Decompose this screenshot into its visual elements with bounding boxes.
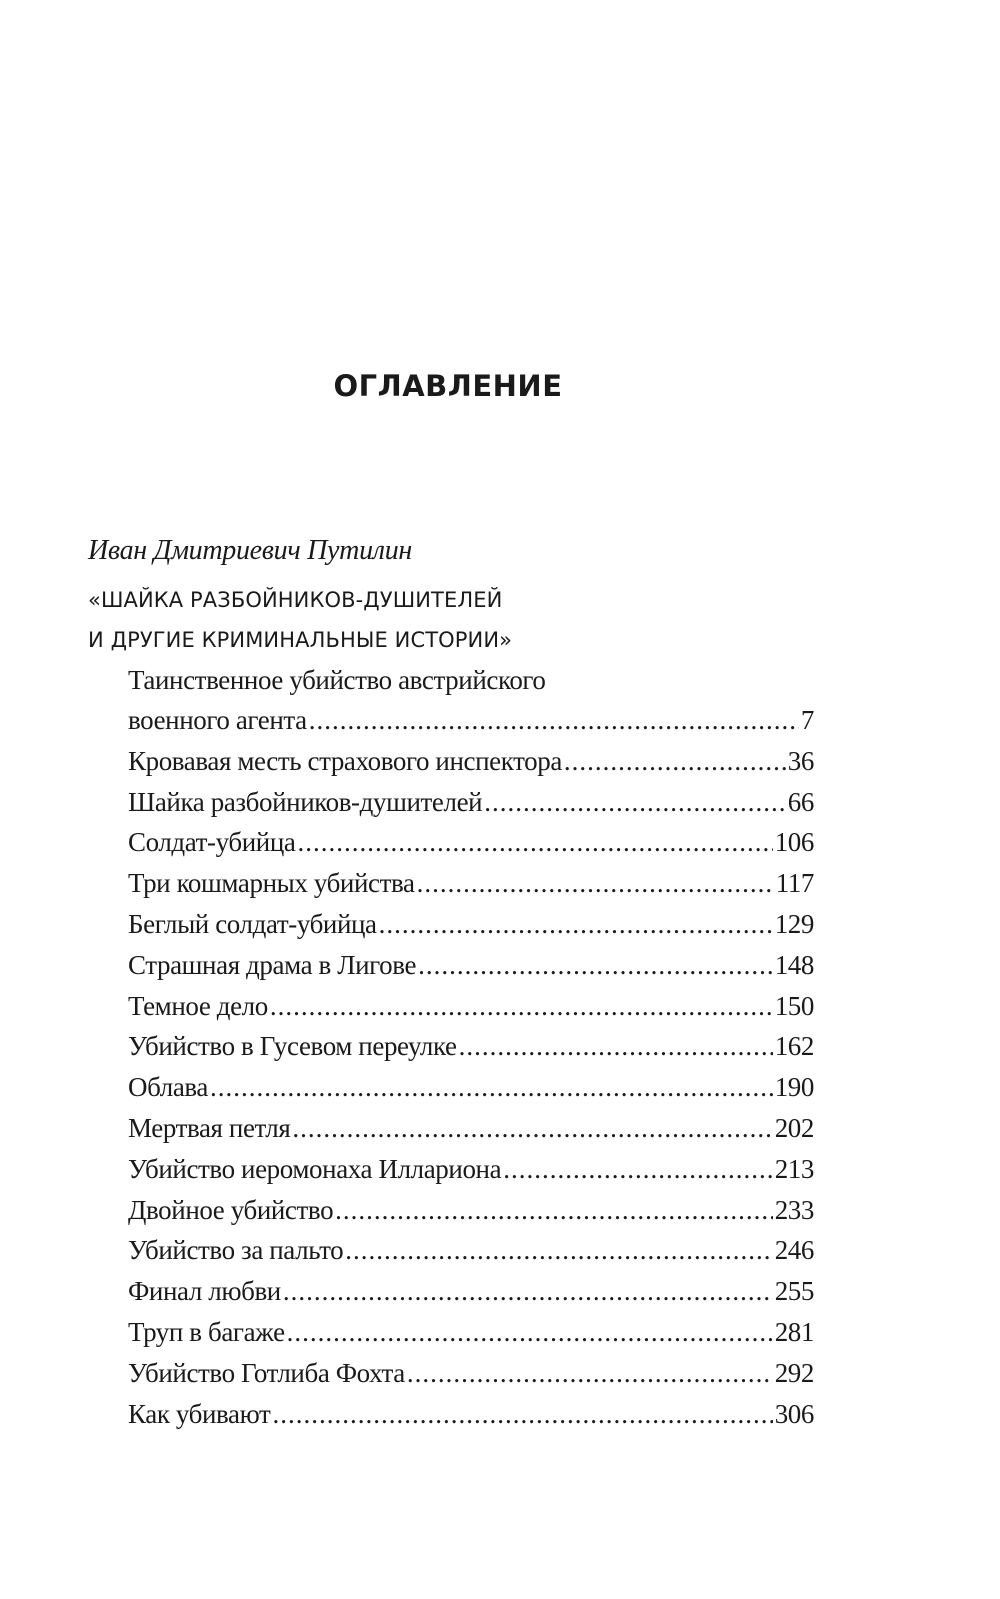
toc-entry-page: 117 — [775, 868, 814, 899]
dot-leader — [270, 986, 773, 1027]
toc-entry[interactable] — [128, 1108, 814, 1149]
toc-entry[interactable] — [128, 782, 814, 823]
toc-entry[interactable] — [128, 1312, 814, 1353]
dot-leader — [459, 1026, 773, 1067]
toc-entry-page: 162 — [774, 1031, 814, 1062]
toc-entry-title: Убийство иеромонаха Иллариона — [128, 1153, 502, 1184]
toc-entry-title: Убийство за пальто — [128, 1235, 344, 1266]
toc-entry-page: 36 — [787, 745, 814, 776]
toc-entry[interactable] — [128, 822, 814, 863]
dot-leader — [417, 863, 774, 904]
toc-entry-page: 7 — [800, 705, 814, 735]
toc-entry[interactable] — [128, 1271, 814, 1312]
toc-entry-page: 150 — [774, 990, 814, 1021]
dot-leader — [287, 1312, 773, 1353]
dot-leader — [345, 1230, 772, 1271]
dot-leader — [407, 1353, 773, 1394]
toc-entry-title: Финал любви — [128, 1276, 281, 1307]
toc-entry-title: Убийство Готлиба Фохта — [128, 1357, 405, 1388]
toc-entry-page: 306 — [774, 1398, 814, 1429]
toc-entry[interactable] — [128, 1394, 814, 1435]
toc-entry[interactable] — [128, 1067, 814, 1108]
toc-entry-title: Темное дело — [128, 990, 268, 1021]
dot-leader — [379, 904, 773, 945]
toc-entry-page: 106 — [774, 827, 814, 858]
toc-entry[interactable] — [128, 1190, 814, 1231]
toc-entry-title: Солдат-убийца — [128, 827, 296, 858]
toc-entry-title-line-1: Таинственное убийство австрийского — [128, 665, 546, 695]
toc-entry-page: 129 — [774, 908, 814, 939]
toc-entry[interactable] — [128, 986, 814, 1027]
toc-entry-page: 292 — [774, 1357, 814, 1388]
toc-entry-title: Кровавая месть страхового инспектора — [128, 745, 562, 776]
toc-entry-title: Двойное убийство — [128, 1194, 334, 1225]
toc-entry-page: 66 — [787, 786, 814, 817]
toc-entry[interactable] — [128, 741, 814, 782]
book-title — [88, 580, 512, 660]
dot-leader — [210, 1067, 773, 1108]
toc-entry-title: Мертвая петля — [128, 1112, 291, 1143]
toc-entry[interactable] — [128, 1230, 814, 1271]
toc-entry-title: Беглый солдат-убийца — [128, 908, 377, 939]
dot-leader — [564, 741, 786, 782]
toc-entry-page: 213 — [774, 1153, 814, 1184]
toc-entry[interactable] — [128, 945, 814, 986]
dot-leader — [283, 1271, 773, 1312]
dot-leader — [309, 700, 799, 741]
toc-entry-page: 233 — [774, 1194, 814, 1225]
dot-leader — [418, 945, 773, 986]
toc-entry-page: 246 — [774, 1235, 814, 1266]
dot-leader — [272, 1394, 772, 1435]
table-of-contents — [128, 660, 814, 1434]
book-title-line-1: «ШАЙКА РАЗБОЙНИКОВ-ДУШИТЕЛЕЙ — [88, 588, 503, 612]
toc-entry-title: военного агента — [128, 705, 307, 735]
toc-entry[interactable] — [128, 700, 814, 741]
toc-entry-title: Труп в багаже — [128, 1316, 285, 1347]
toc-entry-title: Страшная драма в Лигове — [128, 949, 417, 980]
book-title-line-2: И ДРУГИЕ КРИМИНАЛЬНЫЕ ИСТОРИИ» — [88, 628, 513, 652]
toc-entry-title: Убийство в Гусевом переулке — [128, 1031, 457, 1062]
toc-entry-page: 255 — [774, 1276, 814, 1307]
toc-entry-title: Как убивают — [128, 1398, 271, 1429]
toc-entry-title: Шайка разбойников-душителей — [128, 786, 483, 817]
toc-entry-title: Облава — [128, 1072, 208, 1103]
toc-entry-page: 281 — [774, 1316, 814, 1347]
dot-leader — [297, 822, 772, 863]
page-title: ОГЛАВЛЕНИЕ — [333, 369, 563, 403]
toc-entry-page: 148 — [774, 949, 814, 980]
author-name: Иван Дмитриевич Путилин — [88, 535, 412, 566]
toc-entry[interactable] — [128, 1149, 814, 1190]
toc-entry[interactable] — [128, 1026, 814, 1067]
toc-entry[interactable] — [128, 904, 814, 945]
dot-leader — [503, 1149, 773, 1190]
toc-entry-page: 190 — [774, 1072, 814, 1103]
dot-leader — [292, 1108, 772, 1149]
dot-leader — [484, 782, 786, 823]
toc-entry-title: Три кошмарных убийства — [128, 868, 415, 899]
toc-entry[interactable] — [128, 863, 814, 904]
toc-entry[interactable] — [128, 1353, 814, 1394]
dot-leader — [335, 1190, 773, 1231]
toc-entry-page: 202 — [774, 1112, 814, 1143]
